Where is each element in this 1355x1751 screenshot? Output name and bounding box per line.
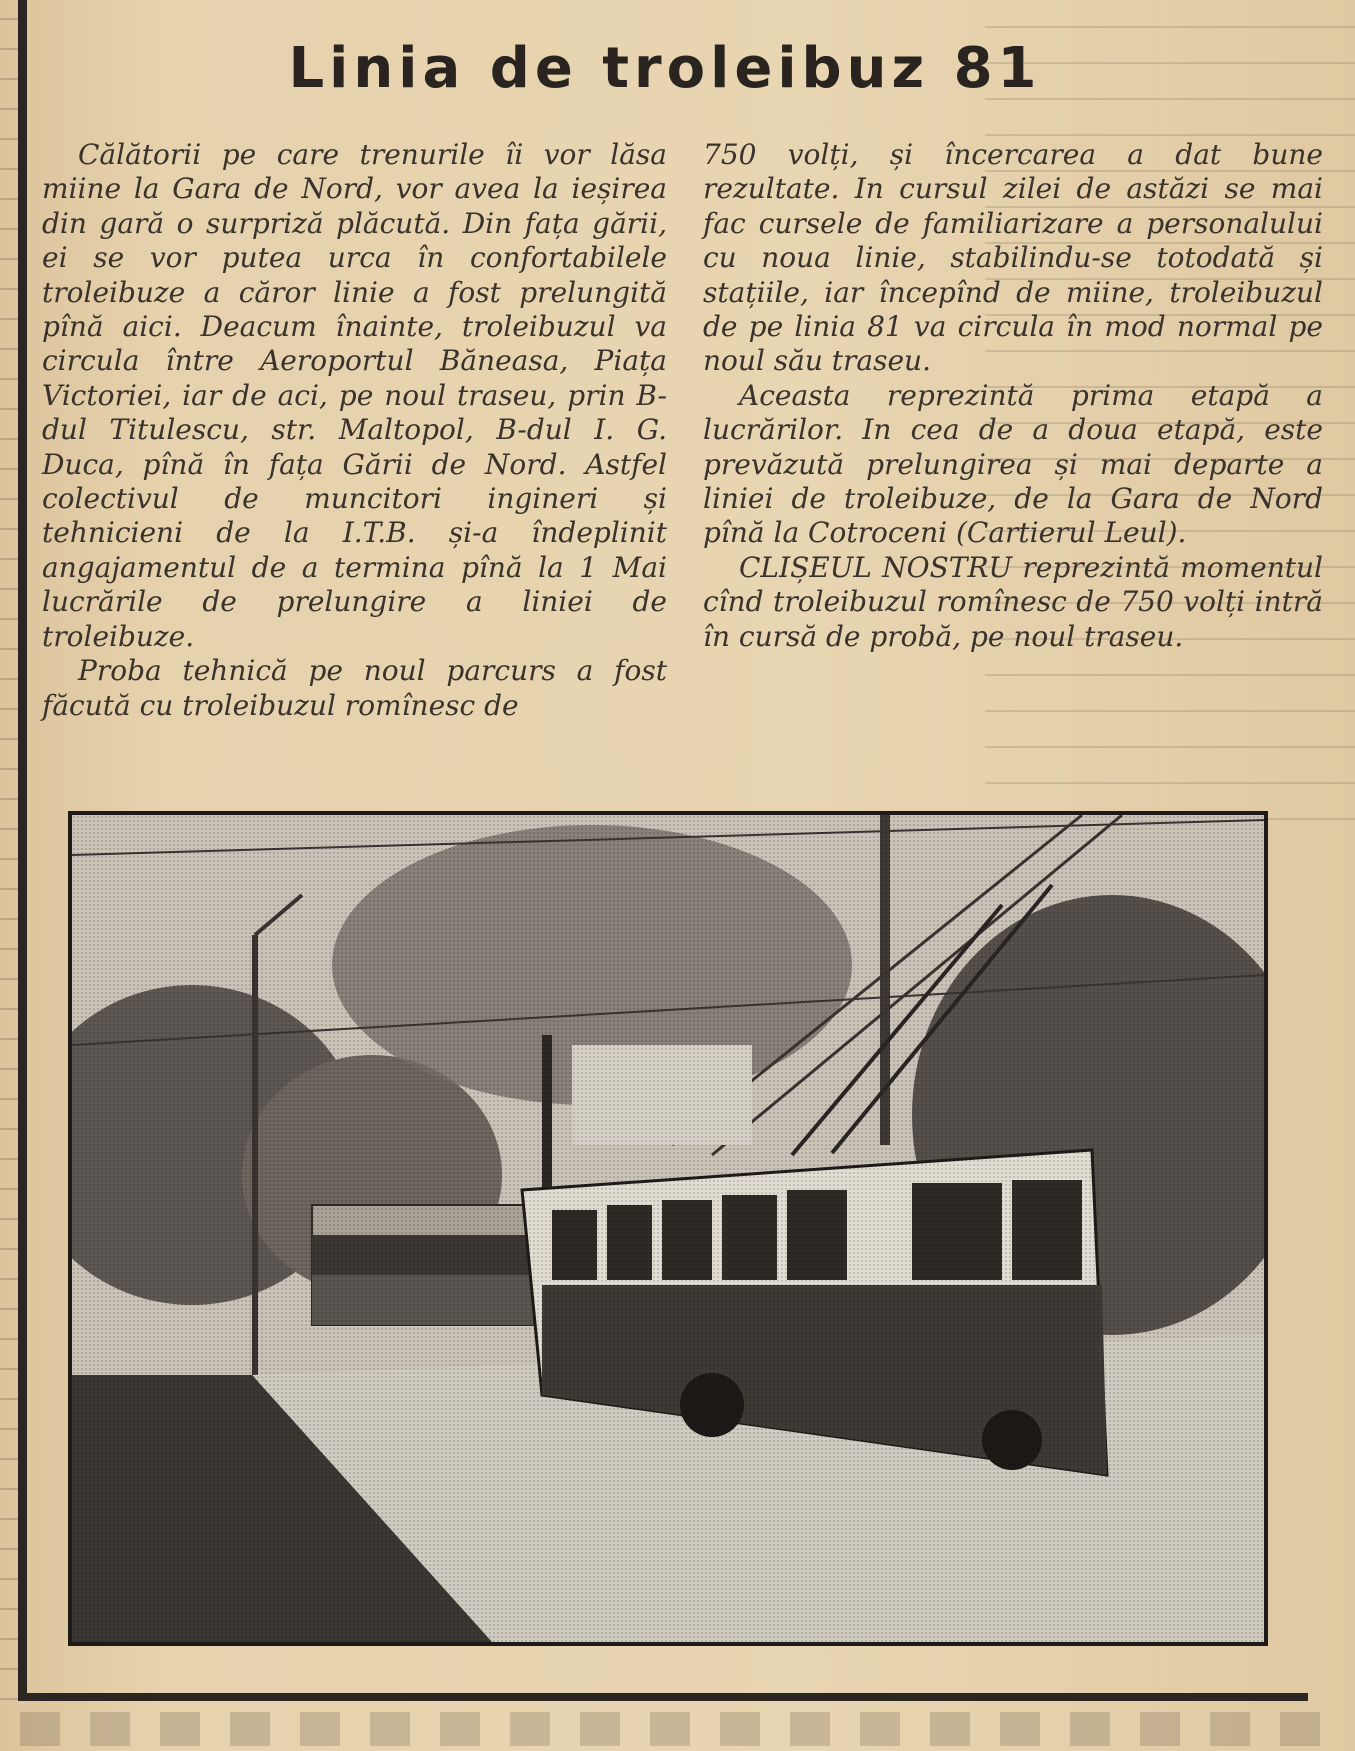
article-paragraph: Călătorii pe care trenurile îi vor lăsa miine la Gara de Nord, vor avea la ieșirea din gară o surpriză plăcută. Din fața gării, ei se vor putea urca în confortabilele troleibuze a căror linie a fost prelungită pînă aici. Deacum înainte, troleibuzul va circula între Aeroportul Băneasa, Piața Victoriei, iar de aci, pe noul traseu, prin B-dul Titulescu, str. Maltopol, B-dul I. G. Duca, pînă în fața Gării de Nord. Astfel colectivul de muncitori ingineri și tehnicieni de la I.T.B. și-a îndeplinit angajamentul de a termina pînă la 1 Mai lucrările de prelungire a liniei de troleibuze. [42, 138, 667, 653]
article-paragraph: Proba tehnică pe noul parcurs a fost făcută cu troleibuzul romînesc de [42, 654, 667, 722]
trolleybus-photo-illustration [72, 815, 1264, 1642]
adjacent-column-bleed-left [0, 0, 18, 1700]
trolleybus-photo [68, 811, 1268, 1646]
column-rule-bottom [18, 1693, 1308, 1701]
article-paragraph: 750 volți, și încercarea a dat bune rezultate. In cursul zilei de astăzi se mai fac cursele de familiarizare a personalului cu noua linie, stabilindu-se totodată și stațiile, iar începînd de miine, troleibuzul de pe linia 81 va circula în mod normal pe noul său traseu. [703, 138, 1323, 378]
next-article-bleed [20, 1712, 1320, 1746]
article-column-right [703, 138, 1323, 798]
article-paragraph: Aceasta reprezintă prima etapă a lucrărilor. In cea de a doua etapă, este prevăzută prelungirea și mai departe a liniei de troleibuze, de la Gara de Nord pînă la Cotroceni (Cartierul Leul). [703, 378, 1323, 550]
article-column-left [42, 138, 667, 798]
article-headline: Linia de troleibuz 81 [288, 36, 1042, 101]
article-paragraph: CLIȘEUL NOSTRU reprezintă momentul cînd troleibuzul romînesc de 750 volți intră în cursă de probă, pe noul traseu. [703, 550, 1323, 653]
column-rule-left [18, 0, 27, 1700]
